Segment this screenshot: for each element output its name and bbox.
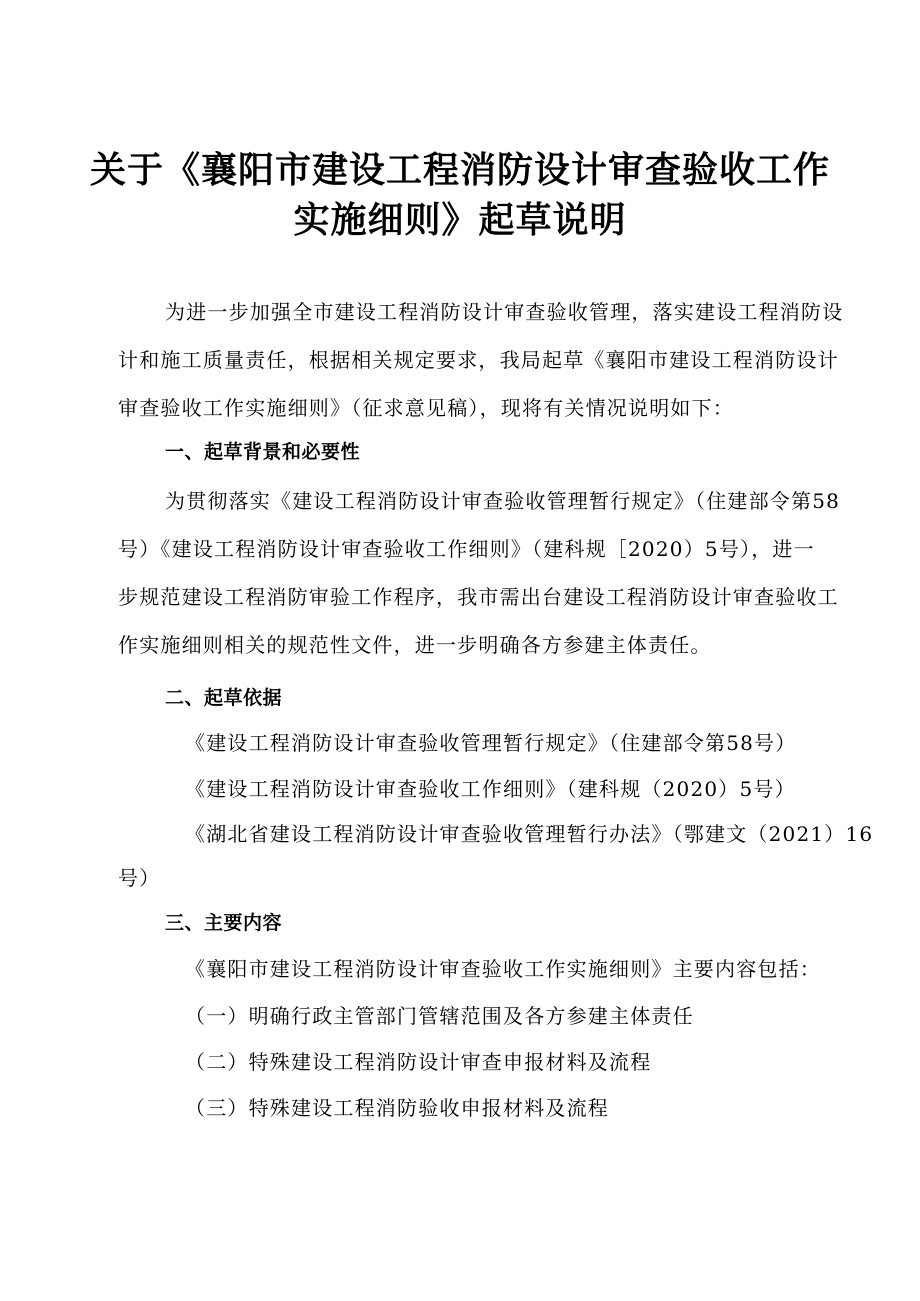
section-2-basis-1: 《建设工程消防设计审查验收管理暂行规定》（住建部令第58号） [185, 731, 797, 755]
section-1-heading: 一、起草背景和必要性 [165, 441, 361, 463]
section-2-basis-3: 《湖北省建设工程消防设计审查验收管理暂行办法》（鄂建文（2021）16 [185, 822, 874, 846]
section-1-line-3: 步规范建设工程消防审验工作程序，我市需出台建设工程消防设计审查验收工 [118, 585, 839, 609]
section-3-item-2: （二）特殊建设工程消防设计审查申报材料及流程 [185, 1050, 652, 1074]
section-3-item-3: （三）特殊建设工程消防验收申报材料及流程 [185, 1096, 609, 1120]
section-1-line-1: 为贯彻落实《建设工程消防设计审查验收管理暂行规定》（住建部令第58 [165, 489, 841, 513]
section-2-basis-3-cont: 号） [118, 866, 161, 890]
section-2-basis-2: 《建设工程消防设计审查验收工作细则》（建科规（2020）5号） [185, 777, 796, 801]
section-3-item-1: （一）明确行政主管部门管辖范围及各方参建主体责任 [185, 1004, 694, 1028]
section-1-line-4: 作实施细则相关的规范性文件，进一步明确各方参建主体责任。 [118, 633, 712, 657]
section-3-heading: 三、主要内容 [165, 912, 283, 934]
document-title-line-1: 关于《襄阳市建设工程消防设计审查验收工作 [89, 150, 830, 191]
document-title-line-2: 实施细则》起草说明 [293, 200, 627, 241]
intro-line-1: 为进一步加强全市建设工程消防设计审查验收管理，落实建设工程消防设 [165, 300, 844, 324]
intro-line-3: 审查验收工作实施细则》（征求意见稿），现将有关情况说明如下： [118, 396, 734, 420]
section-2-heading: 二、起草依据 [165, 687, 283, 709]
intro-line-2: 计和施工质量责任，根据相关规定要求，我局起草《襄阳市建设工程消防设计 [118, 348, 839, 372]
section-3-intro: 《襄阳市建设工程消防设计审查验收工作实施细则》主要内容包括： [185, 957, 821, 981]
section-1-line-2: 号）《建设工程消防设计审查验收工作细则》（建科规［2020）5号），进一 [118, 537, 815, 561]
